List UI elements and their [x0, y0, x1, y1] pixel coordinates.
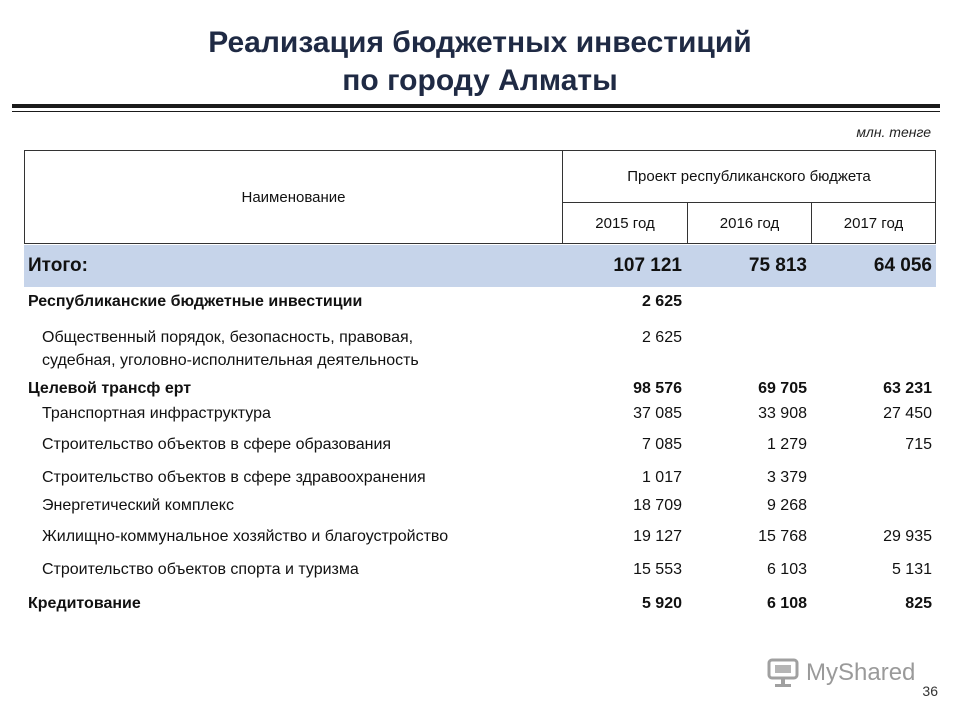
header-year-2016: 2016 год [719, 215, 780, 232]
row-label: Строительство объектов спорта и туризма [42, 561, 359, 578]
row-label: Строительство объектов в сфере образования [42, 436, 392, 453]
row-label: Жилищно-коммунальное хозяйство и благоустройство [42, 528, 449, 545]
row-value-2015: 1 017 [641, 469, 682, 486]
row-value-2015: 2 625 [641, 329, 682, 346]
row-label: Энергетический комплекс [42, 497, 234, 514]
row-value-2015: 19 127 [633, 528, 682, 545]
row-value-2017: 29 935 [883, 528, 932, 545]
units-label: млн. тенге [856, 124, 931, 140]
row-label: Транспортная инфраструктура [42, 405, 271, 422]
row-value-2015: 15 553 [633, 561, 682, 578]
header-year-2015: 2015 год [595, 215, 655, 232]
row-value-2016: 1 279 [766, 436, 807, 453]
header-year-2017: 2017 год [843, 215, 904, 232]
page-number: 36 [922, 683, 938, 699]
row-value-2015: 2 625 [641, 293, 682, 310]
row-label: Строительство объектов в сфере здравоохранения [42, 469, 426, 486]
total-2016: 75 813 [748, 255, 807, 276]
slide-title-line2: по городу Алматы [342, 64, 618, 97]
slide-title [0, 24, 960, 100]
watermark [766, 656, 915, 690]
row-value-2015: 18 709 [633, 497, 682, 514]
total-2017: 64 056 [873, 255, 932, 276]
watermark-text: MyShared [806, 659, 916, 686]
row-label: Целевой трансф ерт [28, 380, 192, 397]
row-label: Республиканские бюджетные инвестиции [28, 293, 363, 310]
row-value-2016: 15 768 [758, 528, 807, 545]
row-value-2015: 5 920 [641, 595, 682, 612]
title-divider [12, 104, 940, 108]
total-2015: 107 121 [613, 255, 682, 276]
row-value-2015: 7 085 [641, 436, 682, 453]
row-label-line1: Общественный порядок, безопасность, правовая, [42, 329, 414, 346]
row-value-2016: 6 103 [766, 561, 807, 578]
row-value-2016: 69 705 [758, 380, 807, 397]
slide-title-line1: Реализация бюджетных инвестиций [208, 26, 752, 59]
header-group: Проект республиканского бюджета [627, 168, 871, 185]
row-value-2017: 27 450 [883, 405, 932, 422]
row-value-2017: 5 131 [891, 561, 932, 578]
row-value-2016: 3 379 [766, 469, 807, 486]
row-value-2017: 825 [905, 595, 932, 612]
row-value-2016: 33 908 [758, 405, 807, 422]
projector-icon [766, 657, 800, 689]
row-value-2015: 37 085 [633, 405, 682, 422]
total-label: Итого: [28, 255, 88, 276]
row-label: Кредитование [28, 595, 141, 612]
row-label-line2: судебная, уголовно-исполнительная деятельность [42, 352, 419, 369]
row-value-2015: 98 576 [633, 380, 682, 397]
row-value-2017: 715 [905, 436, 932, 453]
header-name: Наименование [241, 189, 346, 206]
row-value-2016: 9 268 [766, 497, 807, 514]
title-divider-thin [12, 111, 940, 112]
row-value-2016: 6 108 [766, 595, 807, 612]
row-value-2017: 63 231 [883, 380, 932, 397]
